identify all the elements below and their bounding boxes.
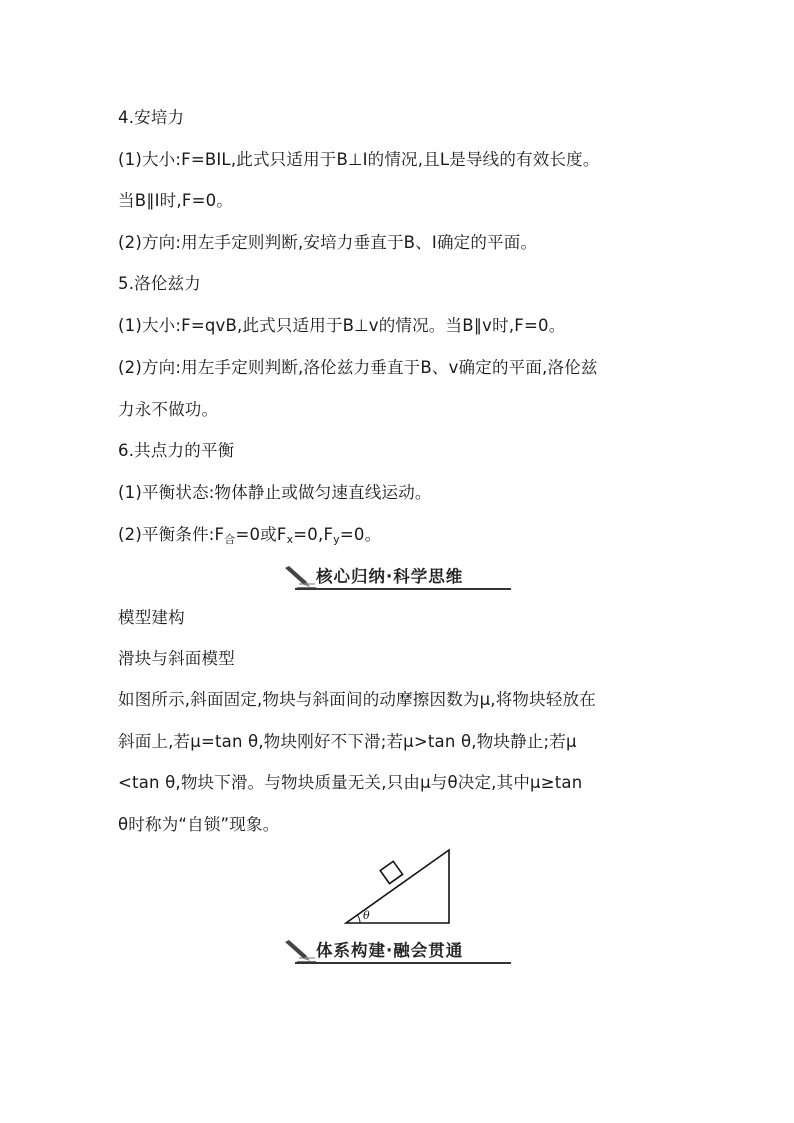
text-line: <tan θ,物块下滑。与物块质量无关,只由μ与θ决定,其中μ≥tan	[118, 773, 583, 792]
banner-title: 核心归纳·科学思维	[316, 567, 464, 586]
subscript: x	[286, 533, 294, 546]
text-line: (1)大小:F=qvB,此式只适用于B⊥v的情况。当B∥v时,F=0。	[118, 316, 566, 335]
section-banner	[283, 562, 511, 590]
angle-arc	[357, 915, 360, 923]
text-line: 当B∥I时,F=0。	[118, 191, 233, 210]
text-segment: (2)平衡条件:F	[118, 525, 225, 544]
heading-slider-incline: 滑块与斜面模型	[118, 649, 235, 668]
angle-label: θ	[363, 909, 370, 922]
heading-model: 模型建构	[118, 608, 185, 627]
text-segment: =0或F	[235, 525, 287, 544]
text-line: (2)方向:用左手定则判断,洛伦兹力垂直于B、v确定的平面,洛伦兹	[118, 358, 598, 377]
incline-figure	[340, 846, 456, 928]
incline-triangle	[346, 850, 449, 923]
banner-rule	[295, 962, 511, 964]
block	[380, 861, 402, 883]
text-line: (1)平衡状态:物体静止或做匀速直线运动。	[118, 483, 432, 502]
section-banner	[283, 936, 511, 964]
text-line: (2)方向:用左手定则判断,安培力垂直于B、I确定的平面。	[118, 233, 538, 252]
subscript: 合	[224, 533, 236, 546]
text-segment: =0,F	[293, 525, 334, 544]
equilibrium-condition-line	[118, 524, 381, 551]
banner-rule	[295, 588, 511, 590]
subscript: y	[333, 533, 340, 546]
text-line: 力永不做功。	[118, 400, 219, 419]
text-line: 斜面上,若μ=tan θ,物块刚好不下滑;若μ>tan θ,物块静止;若μ	[118, 732, 577, 751]
heading-equilibrium: 6.共点力的平衡	[118, 441, 235, 460]
text-segment: =0。	[339, 525, 382, 544]
text-line: θ时称为“自锁”现象。	[118, 815, 280, 834]
heading-lorentz-force: 5.洛伦兹力	[118, 274, 201, 293]
text-line: (1)大小:F=BIL,此式只适用于B⊥I的情况,且L是导线的有效长度。	[118, 150, 600, 169]
pen-icon	[283, 936, 317, 964]
heading-ampere-force: 4.安培力	[118, 108, 185, 127]
banner-title: 体系构建·融会贯通	[316, 941, 464, 960]
pen-icon	[283, 562, 317, 590]
text-line: 如图所示,斜面固定,物块与斜面间的动摩擦因数为μ,将物块轻放在	[118, 690, 596, 709]
